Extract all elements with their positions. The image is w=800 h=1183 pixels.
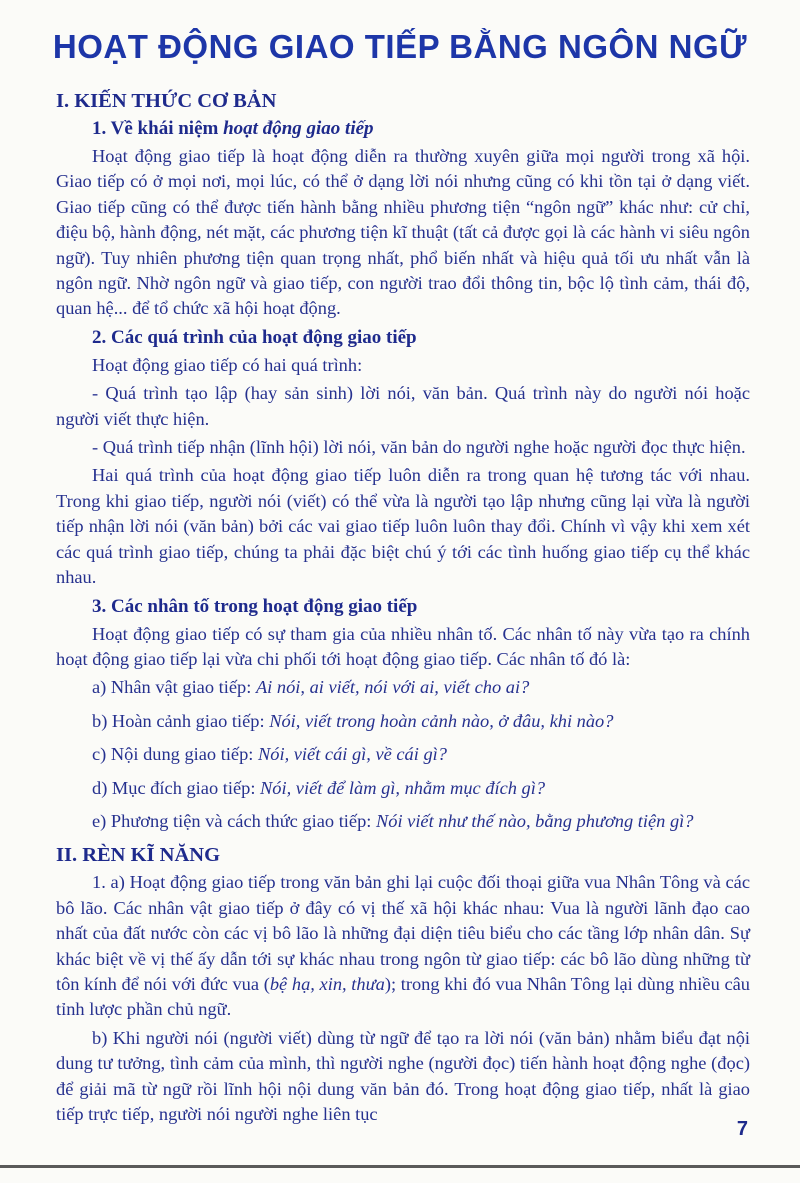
paragraph-text: 1. a) Hoạt động giao tiếp trong văn bản ghi lại cuộc đối thoại giữa vua Nhân Tông và các bô lão. Các nhân vật giao tiếp ở đây có vị thế xã hội khác nhau: Vua là người lãnh đạo cao nhất của đất nước còn các vị bô lão là những đại diện tiêu biểu cho các tầng lớp nhân dân. Sự khác biệt về vị thế ấy dẫn tới sự khác nhau trong ngôn từ giao tiếp: các bô lão dùng những từ tôn kính để nói với đức vua (	[56, 872, 750, 994]
paragraph: - Quá trình tiếp nhận (lĩnh hội) lời nói, văn bản do người nghe hoặc người đọc thực hiện.	[92, 437, 746, 458]
list-item	[56, 709, 750, 734]
page-title: HOẠT ĐỘNG GIAO TIẾP BẰNG NGÔN NGỮ	[52, 28, 748, 65]
list-item	[56, 675, 750, 700]
paragraph-text: ); trong khi đó vua Nhân Tông lại dùng nhiều câu tỉnh lược phần chủ ngữ.	[56, 973, 750, 1020]
paragraph: - Quá trình tạo lập (hay sản sinh) lời nói, văn bản. Quá trình này do người nói hoặc người viết thực hiện.	[56, 383, 750, 429]
subsection-1-heading-italic: hoạt động giao tiếp	[223, 118, 374, 139]
list-item-label: e) Phương tiện và cách thức giao tiếp:	[92, 810, 376, 831]
paragraph: Hai quá trình của hoạt động giao tiếp luôn diễn ra trong quan hệ tương tác với nhau. Trong khi giao tiếp, người nói (viết) có thể vừa là người tạo lập nhưng cũng lại vừa là người tiếp nhận lời nói (văn bản) bởi các vai giao tiếp luôn luôn thay đổi. Chính vì vậy khi xem xét các quá trình giao tiếp, chúng ta phải đặc biệt chú ý tới các tình huống giao tiếp cụ thể khác nhau.	[56, 465, 750, 588]
section-1-heading: I. KIẾN THỨC CƠ BẢN	[56, 90, 277, 112]
paragraph: Hoạt động giao tiếp có sự tham gia của nhiều nhân tố. Các nhân tố này vừa tạo ra chính hoạt động giao tiếp lại vừa chi phối tới hoạt động giao tiếp. Các nhân tố đó là:	[56, 623, 750, 669]
list-item	[56, 809, 750, 834]
subsection-2-heading: 2. Các quá trình của hoạt động giao tiếp	[92, 326, 417, 348]
page-content	[56, 88, 750, 1130]
list-item-question: Nói, viết để làm gì, nhằm mục đích gì?	[260, 777, 546, 798]
subsection-1-heading-plain: 1. Về khái niệm	[92, 118, 224, 139]
paragraph-italic: bệ hạ, xin, thưa	[269, 973, 385, 994]
list-item	[56, 742, 750, 767]
list-item-label: a) Nhân vật giao tiếp:	[92, 677, 256, 698]
list-item-question: Nói viết như thế nào, bằng phương tiện gì?	[375, 810, 694, 831]
paragraph: Hoạt động giao tiếp có hai quá trình:	[92, 354, 363, 375]
page-number: 7	[736, 1118, 748, 1140]
list-item-label: c) Nội dung giao tiếp:	[92, 744, 258, 765]
list-item-question: Ai nói, ai viết, nói với ai, viết cho ai?	[255, 677, 530, 698]
list-item-label: b) Hoàn cảnh giao tiếp:	[92, 710, 270, 731]
list-item	[56, 776, 750, 801]
page-bottom-edge	[0, 1165, 800, 1168]
paragraph	[56, 870, 750, 1022]
list-item-question: Nói, viết cái gì, về cái gì?	[258, 744, 447, 765]
paragraph: b) Khi người nói (người viết) dùng từ ngữ để tạo ra lời nói (văn bản) nhằm biểu đạt nội dung tư tưởng, tình cảm của mình, thì người nghe (người đọc) tiến hành hoạt động nghe (đọc) để giải mã từ ngữ rồi lĩnh hội nội dung văn bản đó. Trong hoạt động giao tiếp, nhất là giao tiếp trực tiếp, người nói người nghe liên tục	[56, 1027, 750, 1124]
list-item-label: d) Mục đích giao tiếp:	[92, 777, 261, 798]
section-2-heading: II. RÈN KĨ NĂNG	[56, 844, 221, 867]
paragraph: Hoạt động giao tiếp là hoạt động diễn ra thường xuyên giữa mọi người trong xã hội. Giao tiếp có ở mọi nơi, mọi lúc, có thể ở dạng lời nói nhưng cũng có khi tồn tại ở dạng viết. Giao tiếp cũng có thể được tiến hành bằng nhiều phương tiện “ngôn ngữ” khác như: cử chỉ, điệu bộ, hành động, nét mặt, các phương tiện kĩ thuật (tất cả được gọi là các hành vi siêu ngôn ngữ). Tuy nhiên phương tiện quan trọng nhất, phổ biến nhất và hiệu quả tối ưu nhất vẫn là ngôn ngữ. Nhờ ngôn ngữ và giao tiếp, con người trao đổi thông tin, bộc lộ tình cảm, thái độ, quan hệ... để tổ chức xã hội hoạt động.	[56, 146, 750, 319]
list-item-question: Nói, viết trong hoàn cảnh nào, ở đâu, khi nào?	[269, 710, 614, 731]
subsection-3-heading: 3. Các nhân tố trong hoạt động giao tiếp	[92, 595, 418, 617]
subsection-1-heading	[56, 116, 750, 141]
